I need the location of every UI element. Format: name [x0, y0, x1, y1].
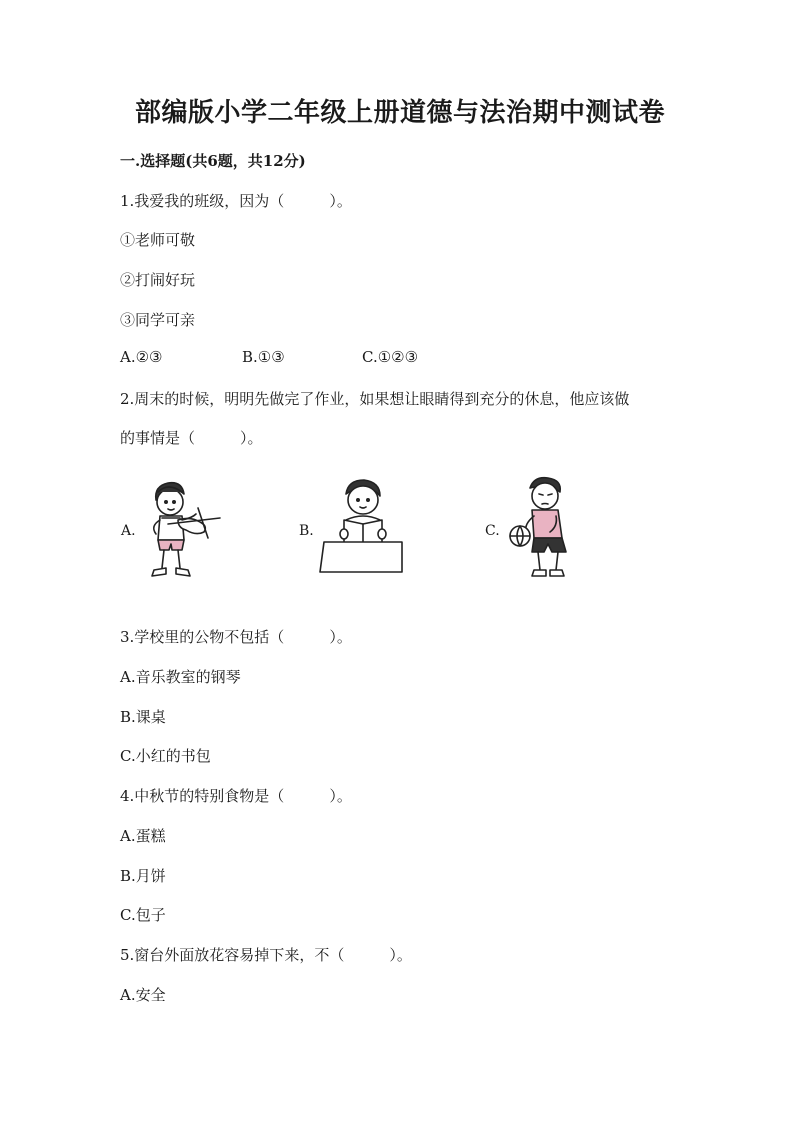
- boy-reading-book-icon: [318, 476, 408, 578]
- page-title: 部编版小学二年级上册道德与法治期中测试卷: [134, 98, 665, 128]
- question-1-item-1: ①老师可敬: [120, 231, 196, 249]
- question-3-option-a: A.音乐教室的钢琴: [120, 668, 241, 686]
- question-4-option-b: B.月饼: [120, 867, 166, 885]
- section-heading: 一.选择题(共6题，共12分): [120, 152, 306, 170]
- question-2-option-b-label: B.: [299, 523, 314, 539]
- question-2-stem-line-1: 2.周末的时候，明明先做完了作业，如果想让眼睛得到充分的休息，他应该做: [120, 390, 630, 408]
- question-2-option-a-label: A.: [121, 523, 136, 539]
- question-4-option-c: C.包子: [120, 906, 166, 924]
- question-5-option-a: A.安全: [120, 986, 166, 1004]
- question-2-stem-line-2: 的事情是（ ）。: [120, 429, 263, 447]
- question-1-stem: 1.我爱我的班级，因为（ ）。: [120, 192, 352, 210]
- question-1-option-c: C.①②③: [362, 348, 419, 366]
- question-5-stem: 5.窗台外面放花容易掉下来，不（ ）。: [120, 946, 412, 964]
- question-3-option-b: B.课桌: [120, 708, 166, 726]
- question-3-stem: 3.学校里的公物不包括（ ）。: [120, 628, 352, 646]
- question-2-option-c-label: C.: [485, 523, 500, 539]
- boy-playing-basketball-icon: [500, 474, 580, 584]
- question-1-item-2: ②打闹好玩: [120, 271, 196, 289]
- question-4-stem: 4.中秋节的特别食物是（ ）。: [120, 787, 352, 805]
- question-3-option-c: C.小红的书包: [120, 747, 211, 765]
- boy-playing-violin-icon: [138, 478, 228, 584]
- question-4-option-a: A.蛋糕: [120, 827, 166, 845]
- question-1-option-a: A.②③: [120, 348, 163, 366]
- question-1-option-b: B.①③: [242, 348, 285, 366]
- question-1-item-3: ③同学可亲: [120, 311, 196, 329]
